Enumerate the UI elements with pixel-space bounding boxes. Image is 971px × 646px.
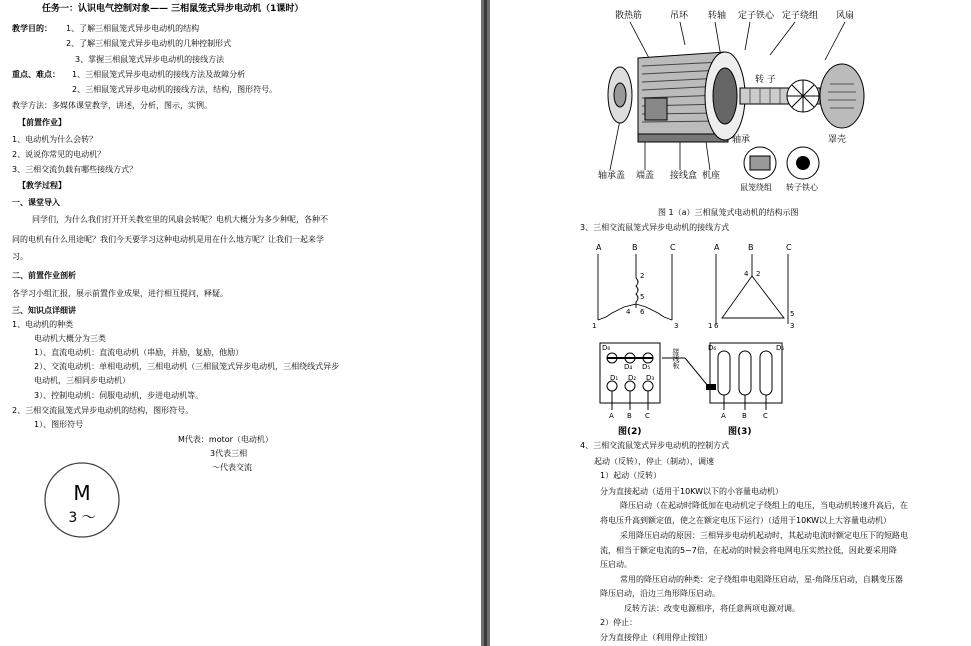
label-stator-winding: 定子绕组 [782,11,819,21]
prework-item: 1、电动机为什么会转？ [12,135,98,144]
winding-number: 6 [640,308,645,316]
stop-type: 分为直接停止（利用停止按钮） [600,633,712,642]
key-label: 重点、难点： [12,70,60,79]
pin-label: A [596,243,602,252]
fig-3-label: 图(3) [728,427,752,437]
item-4-heading: 4、三相交流鼠笼式异步电动机的控制方式 [580,441,730,450]
terminal-label: D₅ [776,344,785,352]
winding-number: 3 [790,322,795,330]
common-methods-2: 降压启动，沿边三角形降压启动。 [600,589,720,598]
label-lifting-ring: 吊环 [670,11,689,21]
pin-label: C [786,243,792,252]
reason-2: 流，相当于额定电流的5~7倍，在起动的时候会将电网电压实然拉低，因此要采用降 [600,546,897,555]
prework-item: 2、说说你常见的电动机？ [12,150,106,159]
symbol-desc: 3代表三相 [210,449,248,458]
label-junction-box: 接线盒 [670,171,698,181]
label-shaft: 转轴 [708,11,727,21]
goal-item: 3、掌握三相鼠笼式异步电动机的接线方法 [75,55,225,64]
motor-type: 2）、交流电动机：单相电动机，三相电动机（三相鼠笼式异步电动机，三相绕线式异步 [34,362,340,371]
winding-number: 3 [674,322,679,330]
prework-title: 【前置作业】 [18,118,66,127]
pin-label: A [609,412,614,420]
common-methods-1: 常用的降压启动的种类：定子绕组串电阻降压启动，星-角降压启动，自耦变压器 [620,575,903,584]
winding-number: 5 [790,310,795,318]
pin-label: B [627,412,632,420]
terminal-label: D₆ [708,344,717,352]
symbol-desc: ～代表交流 [212,463,252,472]
terminal-label: D₃ [646,374,655,382]
prework-item: 3、三相交流负载有哪些接线方式？ [12,165,138,174]
pin-label: B [632,243,638,252]
label-squirrel-cage: 鼠笼绕组 [740,183,772,192]
section-1-text: 同的电机有什么用途呢？我们今天要学习这种电动机是用在什么地方呢？让我们一起来学 [12,235,324,244]
winding-number: 4 [626,308,631,316]
label-bearing-cover: 轴承盖 [598,171,626,181]
section-1-text: 习。 [12,252,28,261]
winding-number: 4 [744,270,749,278]
motor-symbol-3ac: 3 ～ [68,510,96,526]
knowledge-2: 2、三相交流鼠笼式异步电动机的结构，图形符号。 [12,406,194,415]
terminal-label: D₄ [624,363,633,371]
pin-label: C [670,243,676,252]
pin-label: C [645,412,650,420]
key-item: 2、三相鼠笼式异步电动机的接线方法，结构，图形符号。 [72,85,278,94]
label-fan: 风扇 [836,11,855,21]
left-document-page [0,0,481,646]
goal-label: 教学目的： [12,24,52,33]
winding-number: 5 [640,293,645,301]
pin-label: A [721,412,726,420]
right-document-page [490,0,971,646]
knowledge-1-intro: 电动机大概分为三类 [34,334,106,343]
lesson-title: 任务一：认识电气控制对象—— 三相鼠笼式异步电动机（1课时） [42,4,304,14]
winding-number: 6 [714,322,719,330]
item-3-heading: 3、三相交流鼠笼式异步电动机的接线方式 [580,223,730,232]
label-frame: 机座 [702,171,721,181]
terminal-label: D₆ [602,344,611,352]
symbol-desc: M代表：motor（电动机） [178,435,273,444]
winding-number: 2 [640,272,645,280]
motor-type: 3）、控制电动机：伺服电动机，步进电动机等。 [34,391,204,400]
figure-1-caption: 图 1（a）三相鼠笼式电动机的结构示图 [658,208,799,217]
motor-symbol-icon [42,462,122,542]
pin-label: B [742,412,747,420]
reason-3: 压启动。 [600,560,632,569]
motor-structure-figure [590,0,880,205]
terminal-board-label: 接线板 [672,348,680,369]
knowledge-1: 1、电动机的种类 [12,320,74,329]
reduced-start-1: 降压启动（在起动时降低加在电动机定子绕组上的电压，当电动机转速升高后，在 [620,501,908,510]
winding-number: 2 [756,270,761,278]
label-end-cover: 端盖 [636,171,655,181]
start-types: 分为直接起动（适用于10KW以下的小容量电动机） [600,487,784,496]
motor-type: 1）、直流电动机：直流电动机（串励，并励，复励，他励） [34,348,244,357]
method-line: 教学方法：多媒体课堂教学，讲述，分析，图示，实例。 [12,101,212,110]
winding-number: 1 [592,322,597,330]
section-3-title: 三、知识点详细讲 [12,306,76,315]
terminal-label: D₂ [628,374,637,382]
reverse-method: 反转方法：改变电源相序，将任意两项电源对调。 [624,604,800,613]
fig-2-label: 图(2) [618,427,642,437]
section-2-title: 二、前置作业剖析 [12,271,76,280]
pin-label: B [748,243,754,252]
label-stator-core: 定子铁心 [738,11,775,21]
stop-heading: 2）停止： [600,618,638,627]
key-item: 1、三相鼠笼式异步电动机的接线方法及故障分析 [72,70,246,79]
motor-symbol-m: M [73,481,91,505]
control-intro: 起动（反转），停止（制动），调速 [594,457,714,466]
terminal-label: D₁ [610,374,619,382]
knowledge-2-sub: 1）、图形符号 [34,420,84,429]
section-2-text: 各学习小组汇报，展示前置作业成果，进行相互提问，释疑。 [12,289,228,298]
goal-item: 1、了解三相鼠笼式异步电动机的结构 [66,24,200,33]
page-gutter [481,0,490,646]
pin-label: C [763,412,768,420]
reduced-start-2: 将电压升高到额定值，使之在额定电压下运行）（适用于10KW以上大容量电动机） [600,516,892,525]
motor-type: 电动机，三相同步电动机） [34,376,130,385]
goal-item: 2、了解三相鼠笼式异步电动机的几种控制形式 [66,39,232,48]
process-title: 【教学过程】 [18,181,66,190]
section-1-text: 同学们，为什么我们打开开关教室里的风扇会转呢？电机大概分为多少种呢，各种不 [32,215,328,224]
reason-1: 采用降压启动的原因：三相异步电动机起动时，其起动电流时额定电压下的短路电 [620,531,908,540]
label-cover: 罩壳 [828,135,847,145]
label-rotor: 转 子 [755,75,776,85]
start-heading: 1）起动（反转） [600,471,662,480]
wiring-diagram-figure [590,238,805,443]
section-1-title: 一、课堂导入 [12,198,60,207]
label-bearing: 轴承 [732,135,751,145]
winding-number: 1 [708,322,713,330]
label-heat-sink: 散热筋 [615,11,643,21]
label-rotor-core: 转子铁心 [786,183,818,192]
pin-label: A [714,243,720,252]
terminal-label: D₅ [642,363,651,371]
